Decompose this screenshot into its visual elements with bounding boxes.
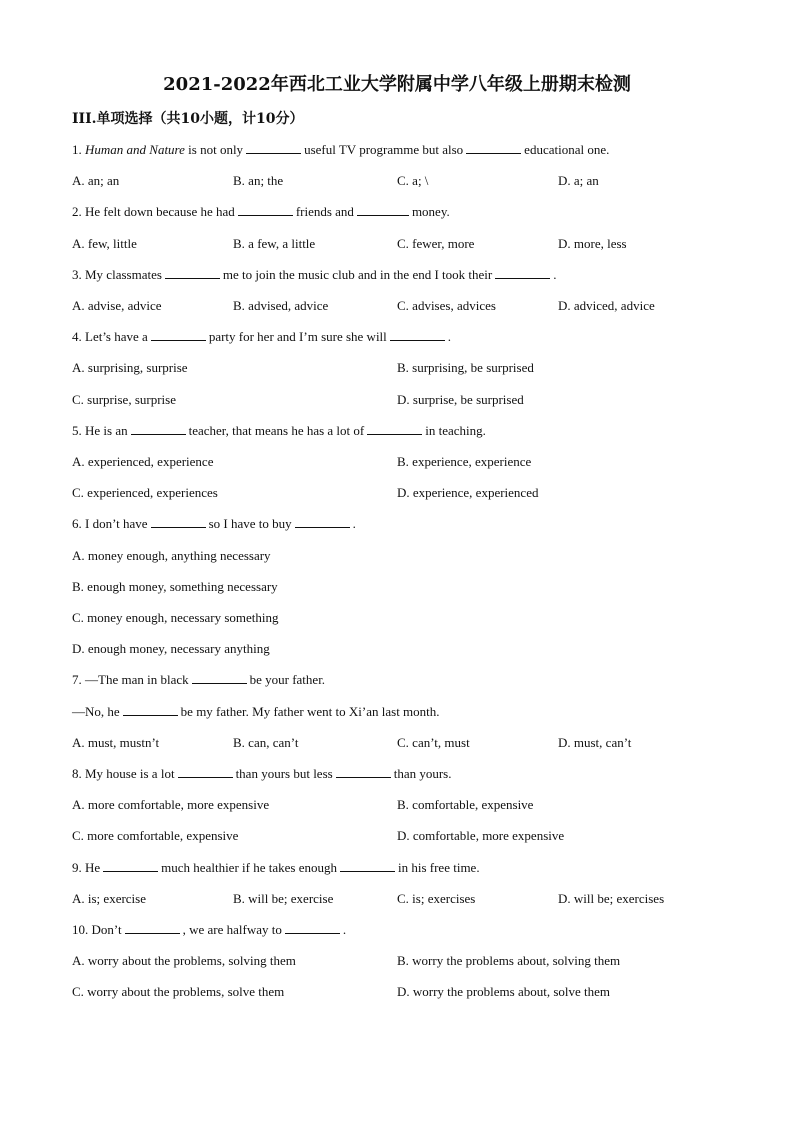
- answer-blank: [357, 204, 409, 216]
- option-c: C. worry about the problems, solve them: [72, 984, 285, 999]
- question-text: educational one.: [524, 142, 610, 157]
- question-text: so I have to buy: [208, 516, 292, 531]
- answer-blank: [285, 922, 340, 934]
- option-d: D. adviced, advice: [558, 298, 655, 313]
- question-text: much healthier if he takes enough: [161, 860, 337, 875]
- question-text: is not only: [188, 142, 244, 157]
- question-number: 1.: [72, 142, 82, 157]
- option-b: B. an; the: [233, 173, 284, 188]
- answer-blank: [103, 860, 158, 872]
- answer-blank: [165, 267, 220, 279]
- answer-blank: [151, 516, 206, 528]
- question-3: [72, 267, 557, 283]
- question-text: in his free time.: [397, 860, 480, 875]
- question-4: [72, 329, 451, 345]
- option-c: C. more comfortable, expensive: [72, 828, 239, 843]
- question-text: friends and: [295, 204, 354, 219]
- answer-blank: [340, 860, 395, 872]
- option-b: B. comfortable, expensive: [397, 797, 534, 812]
- answer-blank: [336, 766, 391, 778]
- question-8: [72, 766, 451, 782]
- option-d: D. will be; exercises: [558, 891, 665, 906]
- option-a: A. money enough, anything necessary: [72, 548, 271, 563]
- question-text: —No, he: [72, 704, 120, 719]
- question-text: teacher, that means he has a lot of: [188, 423, 365, 438]
- option-c: C. a; \: [397, 173, 429, 188]
- question-text: 10. Don’t: [72, 922, 122, 937]
- question-text: 4. Let’s have a: [72, 329, 148, 344]
- question-text: be your father.: [249, 672, 326, 687]
- option-c: C. surprise, surprise: [72, 392, 176, 407]
- option-a: A. worry about the problems, solving them: [72, 953, 296, 968]
- question-text: , we are halfway to: [182, 922, 282, 937]
- answer-blank: [390, 329, 445, 341]
- question-9: [72, 860, 480, 876]
- question-text: than yours.: [393, 766, 452, 781]
- question-text: me to join the music club and in the end I took their: [222, 267, 493, 282]
- option-d: D. a; an: [558, 173, 599, 188]
- option-a: A. more comfortable, more expensive: [72, 797, 270, 812]
- option-b: B. experience, experience: [397, 454, 532, 469]
- option-b: B. can, can’t: [233, 735, 299, 750]
- option-c: C. money enough, necessary something: [72, 610, 279, 625]
- question-5: [72, 423, 486, 439]
- option-a: A. advise, advice: [72, 298, 162, 313]
- option-b: B. surprising, be surprised: [397, 360, 534, 375]
- answer-blank: [123, 704, 178, 716]
- question-text: 3. My classmates: [72, 267, 162, 282]
- question-10: [72, 922, 346, 938]
- option-a: A. must, mustn’t: [72, 735, 160, 750]
- option-a: A. surprising, surprise: [72, 360, 188, 375]
- question-text: 2. He felt down because he had: [72, 204, 235, 219]
- option-b: B. advised, advice: [233, 298, 329, 313]
- option-d: D. comfortable, more expensive: [397, 828, 565, 843]
- question-text: 8. My house is a lot: [72, 766, 175, 781]
- answer-blank: [238, 204, 293, 216]
- option-d: D. enough money, necessary anything: [72, 641, 270, 656]
- option-b: B. a few, a little: [233, 236, 316, 251]
- question-7: [72, 672, 325, 688]
- question-title-italic: Human and Nature: [85, 142, 185, 157]
- answer-blank: [295, 516, 350, 528]
- question-text: be my father. My father went to Xi’an last month.: [180, 704, 440, 719]
- section-heading: III.单项选择（共10小题，计10分）: [72, 111, 304, 127]
- option-d: D. worry the problems about, solve them: [397, 984, 611, 999]
- question-text: 6. I don’t have: [72, 516, 148, 531]
- answer-blank: [151, 329, 206, 341]
- option-c: C. can’t, must: [397, 735, 470, 750]
- option-c: C. experienced, experiences: [72, 485, 218, 500]
- option-a: A. few, little: [72, 236, 137, 251]
- option-a: A. an; an: [72, 173, 120, 188]
- page-title: 2021-2022年西北工业大学附属中学八年级上册期末检测: [163, 74, 631, 95]
- answer-blank: [131, 423, 186, 435]
- answer-blank: [178, 766, 233, 778]
- option-d: D. must, can’t: [558, 735, 632, 750]
- option-b: B. enough money, something necessary: [72, 579, 278, 594]
- question-text: .: [352, 516, 356, 531]
- option-c: C. is; exercises: [397, 891, 476, 906]
- answer-blank: [466, 142, 521, 154]
- option-b: B. will be; exercise: [233, 891, 334, 906]
- question-2: [72, 204, 450, 220]
- answer-blank: [246, 142, 301, 154]
- option-a: A. experienced, experience: [72, 454, 214, 469]
- option-c: C. advises, advices: [397, 298, 496, 313]
- answer-blank: [367, 423, 422, 435]
- question-text: party for her and I’m sure she will: [208, 329, 387, 344]
- question-text: 7. —The man in black: [72, 672, 189, 687]
- question-text: money.: [411, 204, 450, 219]
- option-d: D. surprise, be surprised: [397, 392, 524, 407]
- answer-blank: [192, 672, 247, 684]
- option-d: D. experience, experienced: [397, 485, 539, 500]
- question-text: .: [447, 329, 452, 344]
- question-text: .: [342, 922, 347, 937]
- question-text: than yours but less: [235, 766, 333, 781]
- option-c: C. fewer, more: [397, 236, 475, 251]
- option-b: B. worry the problems about, solving them: [397, 953, 621, 968]
- question-6: [72, 516, 356, 532]
- option-d: D. more, less: [558, 236, 627, 251]
- question-text: 9. He: [72, 860, 101, 875]
- question-text: useful TV programme but also: [304, 142, 464, 157]
- question-text: 5. He is an: [72, 423, 128, 438]
- answer-blank: [495, 267, 550, 279]
- question-text: in teaching.: [425, 423, 486, 438]
- question-text: .: [553, 267, 557, 282]
- option-a: A. is; exercise: [72, 891, 147, 906]
- question-7-reply: [72, 704, 440, 720]
- answer-blank: [125, 922, 180, 934]
- question-1: [72, 142, 609, 158]
